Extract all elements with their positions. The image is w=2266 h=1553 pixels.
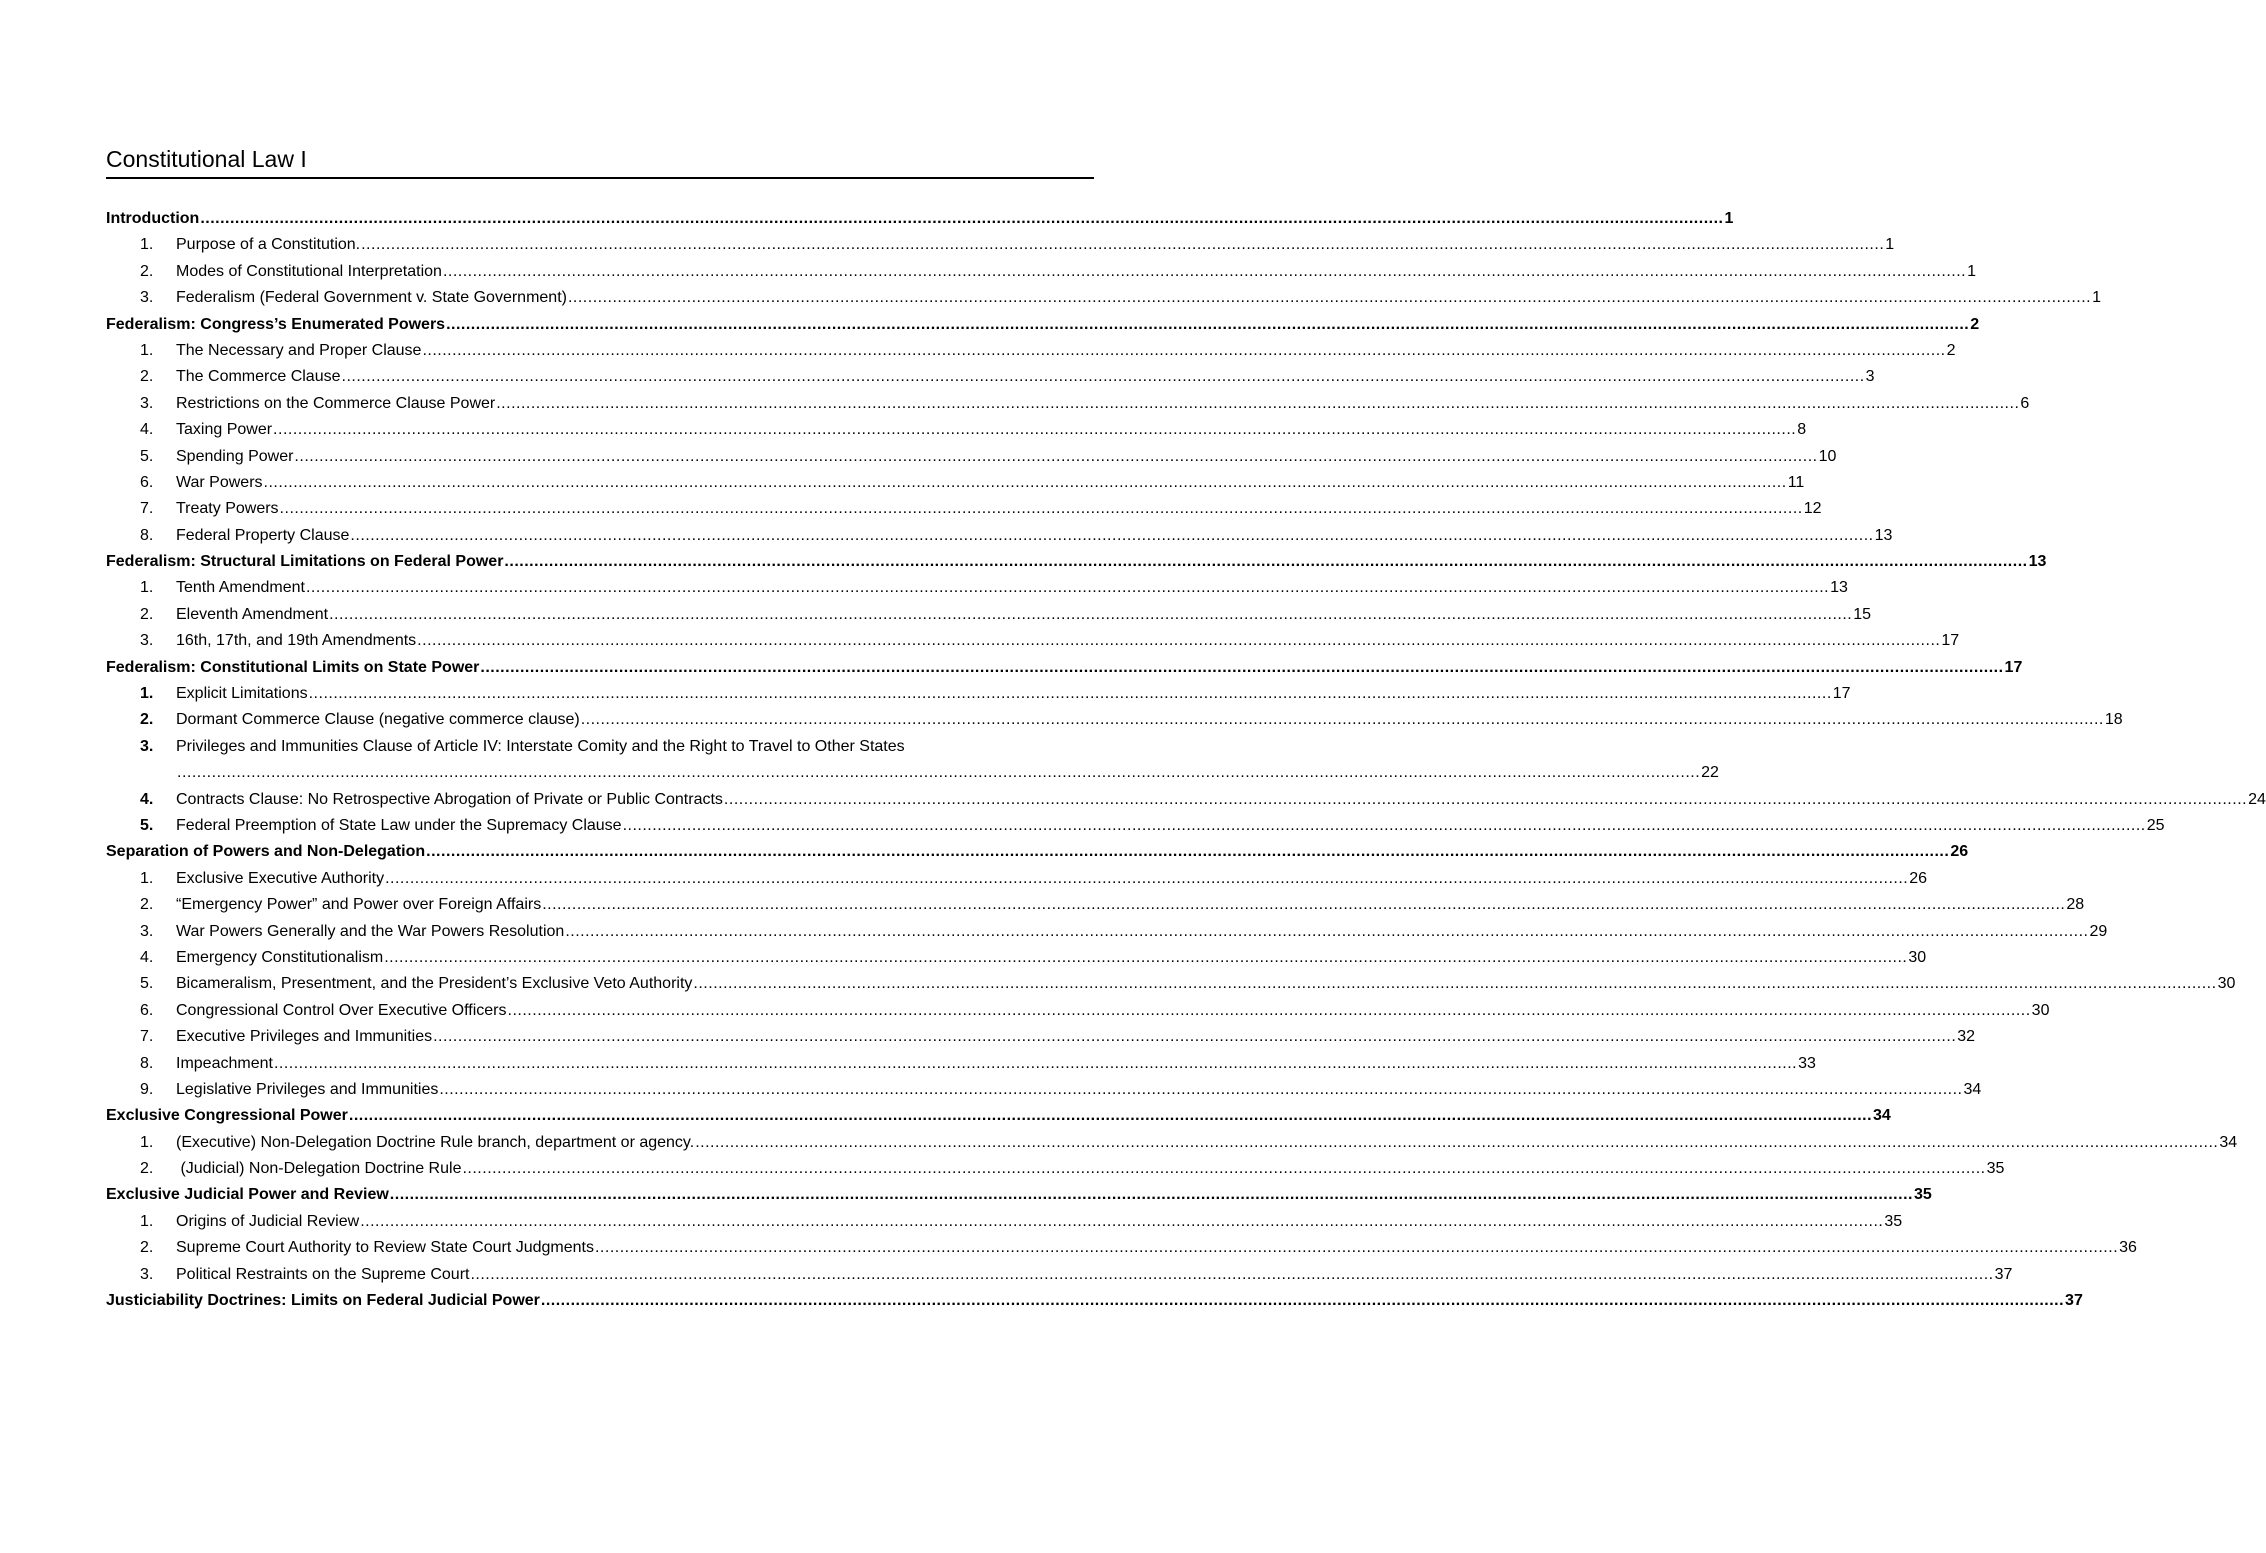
toc-section-page: 26 xyxy=(1950,843,1969,861)
toc-entry-label: (Executive) Non-Delegation Doctrine Rule branch, department or agency. xyxy=(176,1133,695,1151)
dot-leader xyxy=(360,1209,1883,1235)
dot-leader xyxy=(280,496,1803,522)
dot-leader xyxy=(361,232,1884,258)
dot-leader xyxy=(541,1288,2064,1314)
toc-section-page: 34 xyxy=(1873,1107,1891,1125)
toc-entry-number: 6. xyxy=(140,473,154,491)
toc-entry-number: 8. xyxy=(140,1054,154,1072)
dot-leader xyxy=(342,364,1865,390)
dot-leader xyxy=(417,628,1940,654)
toc-entry-label: Legislative Privileges and Immunities xyxy=(176,1080,439,1098)
toc-entry[interactable] xyxy=(106,813,2165,839)
toc-entry-number: 4. xyxy=(140,421,154,439)
dot-leader xyxy=(470,1262,1993,1288)
toc-entry-number: 7. xyxy=(140,1028,154,1046)
toc-section[interactable] xyxy=(106,206,1734,232)
toc-entry-number: 1. xyxy=(140,1133,154,1151)
toc-entry-page: 33 xyxy=(1798,1054,1816,1072)
toc-entry-number: 1. xyxy=(140,236,154,254)
toc-section-page: 1 xyxy=(1724,210,1734,227)
toc-entry-number: 3. xyxy=(140,1265,154,1283)
toc-entry[interactable] xyxy=(106,444,1837,470)
toc-section-page: 17 xyxy=(2004,658,2023,676)
toc-entry-page: 17 xyxy=(1832,685,1851,703)
toc-section-label: Justiciability Doctrines: Limits on Federal Judicial Power xyxy=(106,1292,540,1310)
toc-entry-label: Impeachment xyxy=(176,1054,273,1072)
toc-entry-label: Bicameralism, Presentment, and the President’s Exclusive Veto Authority xyxy=(176,975,693,993)
toc-entry-label: Tenth Amendment xyxy=(176,579,305,597)
toc-entry-page: 24 xyxy=(2248,790,2266,808)
toc-entry-page: 8 xyxy=(1797,421,1807,439)
table-of-contents xyxy=(106,206,2266,1314)
dot-leader xyxy=(542,892,2065,918)
toc-entry-label: Political Restraints on the Supreme Court xyxy=(176,1265,470,1283)
toc-section[interactable] xyxy=(106,312,1980,338)
toc-entry-page: 2 xyxy=(1946,341,1956,359)
toc-entry[interactable] xyxy=(106,1209,1903,1235)
toc-entry-page: 22 xyxy=(1701,764,1719,782)
toc-section-label: Federalism: Structural Limitations on Federal Power xyxy=(106,553,504,571)
toc-section-label: Federalism: Congress’s Enumerated Powers xyxy=(106,315,446,333)
toc-entry-label: 16th, 17th, and 19th Amendments xyxy=(176,632,417,650)
toc-section-label: Separation of Powers and Non-Delegation xyxy=(106,843,426,861)
toc-entry-number: 3. xyxy=(140,289,154,307)
toc-entry-label: Federalism (Federal Government v. State Government) xyxy=(176,289,567,307)
dot-leader xyxy=(439,1077,1962,1103)
toc-section[interactable] xyxy=(106,839,1969,865)
toc-section-page: 2 xyxy=(1970,315,1980,333)
toc-entry[interactable] xyxy=(106,971,2236,997)
toc-entry-number: 3. xyxy=(140,394,154,412)
toc-entry-continuation[interactable] xyxy=(106,760,1719,786)
toc-entry-label: Federal Property Clause xyxy=(176,526,350,544)
toc-entry-label: “Emergency Power” and Power over Foreign Affairs xyxy=(176,896,542,914)
toc-section-page: 35 xyxy=(1913,1186,1932,1204)
toc-entry-page: 1 xyxy=(1885,236,1895,254)
toc-entry[interactable] xyxy=(106,1051,1816,1077)
toc-entry[interactable] xyxy=(106,338,1956,364)
toc-entry-page: 3 xyxy=(1865,368,1875,386)
toc-entry-number: 2. xyxy=(140,896,154,914)
toc-entry[interactable] xyxy=(106,285,2102,311)
toc-entry[interactable] xyxy=(106,707,2123,733)
toc-section-page: 37 xyxy=(2065,1292,2083,1310)
toc-entry-page: 11 xyxy=(1787,473,1805,491)
toc-entry-page: 34 xyxy=(2219,1133,2238,1151)
toc-entry-number: 1. xyxy=(140,1212,154,1230)
toc-entry-page: 28 xyxy=(2066,896,2085,914)
toc-entry-page: 1 xyxy=(2092,289,2102,307)
dot-leader xyxy=(306,575,1829,601)
toc-entry[interactable] xyxy=(106,919,2108,945)
toc-entry[interactable] xyxy=(106,1024,1976,1050)
toc-entry-label: The Necessary and Proper Clause xyxy=(176,341,422,359)
dot-leader xyxy=(384,945,1907,971)
toc-section[interactable] xyxy=(106,1182,1932,1208)
toc-entry-number: 2. xyxy=(140,368,154,386)
toc-entry-number: 5. xyxy=(140,447,154,465)
toc-entry[interactable] xyxy=(106,892,2085,918)
toc-entry-label: (Judicial) Non-Delegation Doctrine Rule xyxy=(176,1160,462,1178)
dot-leader xyxy=(264,470,1787,496)
toc-entry-number: 9. xyxy=(140,1080,154,1098)
toc-entry-page: 6 xyxy=(2020,394,2030,412)
dot-leader xyxy=(565,919,2088,945)
dot-leader xyxy=(496,391,2019,417)
toc-entry-page: 30 xyxy=(2217,975,2236,993)
toc-entry-page: 13 xyxy=(1830,579,1848,597)
toc-entry-page: 36 xyxy=(2119,1239,2137,1257)
toc-entry-page: 32 xyxy=(1957,1028,1976,1046)
toc-entry-number: 6. xyxy=(140,1001,154,1019)
toc-entry-page: 35 xyxy=(1986,1160,2005,1178)
toc-entry-page: 30 xyxy=(1908,948,1927,966)
toc-entry-label: The Commerce Clause xyxy=(176,368,341,386)
toc-entry-page: 12 xyxy=(1803,500,1822,518)
toc-entry[interactable] xyxy=(106,998,2050,1024)
dot-leader xyxy=(177,760,1700,786)
dot-leader xyxy=(462,1156,1985,1182)
toc-entry-page: 37 xyxy=(1994,1265,2013,1283)
document-title: Constitutional Law I xyxy=(106,144,1094,179)
toc-entry-number: 5. xyxy=(140,816,154,834)
toc-entry[interactable] xyxy=(106,628,1960,654)
dot-leader xyxy=(294,444,1817,470)
dot-leader xyxy=(309,681,1832,707)
toc-entry-page: 25 xyxy=(2146,816,2165,834)
dot-leader xyxy=(274,1051,1797,1077)
toc-entry[interactable] xyxy=(106,1262,2013,1288)
toc-entry[interactable] xyxy=(106,417,1807,443)
toc-entry[interactable] xyxy=(106,232,1895,258)
dot-leader xyxy=(433,1024,1956,1050)
dot-leader xyxy=(693,971,2216,997)
toc-entry[interactable] xyxy=(106,1235,2137,1261)
dot-leader xyxy=(443,259,1966,285)
dot-leader xyxy=(568,285,2091,311)
toc-entry-number: 1. xyxy=(140,341,154,359)
toc-entry[interactable] xyxy=(106,391,2030,417)
toc-entry-page: 34 xyxy=(1963,1080,1982,1098)
toc-entry-number: 3. xyxy=(140,737,154,755)
dot-leader xyxy=(595,1235,2118,1261)
toc-section-page: 13 xyxy=(2028,553,2047,571)
toc-entry-label: Contracts Clause: No Retrospective Abrogation of Private or Public Contracts xyxy=(176,790,723,808)
dot-leader xyxy=(350,523,1873,549)
dot-leader xyxy=(329,602,1852,628)
toc-entry-number: 2. xyxy=(140,262,154,280)
toc-entry-label: War Powers xyxy=(176,473,263,491)
toc-section-label: Federalism: Constitutional Limits on State Power xyxy=(106,658,480,676)
toc-entry[interactable] xyxy=(106,945,1927,971)
toc-entry-page: 15 xyxy=(1853,605,1872,623)
toc-entry-page: 26 xyxy=(1909,869,1928,887)
toc-entry-label: Modes of Constitutional Interpretation xyxy=(176,262,442,280)
toc-section-label: Exclusive Judicial Power and Review xyxy=(106,1186,389,1204)
dot-leader xyxy=(446,312,1969,338)
dot-leader xyxy=(422,338,1945,364)
toc-entry-label: Treaty Powers xyxy=(176,500,279,518)
toc-entry[interactable] xyxy=(106,523,1893,549)
toc-entry-label: Supreme Court Authority to Review State Court Judgments xyxy=(176,1239,594,1257)
toc-entry-number: 8. xyxy=(140,526,154,544)
dot-leader xyxy=(581,707,2104,733)
toc-entry-page: 30 xyxy=(2031,1001,2050,1019)
toc-entry[interactable] xyxy=(106,734,1094,760)
dot-leader xyxy=(480,655,2003,681)
toc-entry[interactable] xyxy=(106,1130,2238,1156)
toc-entry[interactable] xyxy=(106,866,1928,892)
toc-entry-label: Executive Privileges and Immunities xyxy=(176,1028,433,1046)
toc-entry-page: 29 xyxy=(2089,922,2108,940)
toc-entry-number: 3. xyxy=(140,922,154,940)
toc-section-label: Exclusive Congressional Power xyxy=(106,1107,348,1125)
toc-entry-page: 1 xyxy=(1967,262,1976,280)
toc-entry[interactable] xyxy=(106,470,1805,496)
dot-leader xyxy=(273,417,1796,443)
toc-entry-number: 7. xyxy=(140,500,154,518)
toc-entry[interactable] xyxy=(106,1156,2005,1182)
toc-entry-page: 10 xyxy=(1818,447,1837,465)
toc-entry-page: 18 xyxy=(2104,711,2123,729)
toc-entry[interactable] xyxy=(106,787,2266,813)
toc-entry-number: 3. xyxy=(140,632,154,650)
toc-entry-number: 1. xyxy=(140,579,154,597)
toc-entry-number: 2. xyxy=(140,711,154,729)
dot-leader xyxy=(504,549,2027,575)
toc-entry-label: Emergency Constitutionalism xyxy=(176,948,384,966)
toc-section[interactable] xyxy=(106,549,2047,575)
toc-entry-label: War Powers Generally and the War Powers Resolution xyxy=(176,922,565,940)
toc-entry-label: Eleventh Amendment xyxy=(176,605,329,623)
dot-leader xyxy=(349,1103,1872,1129)
toc-entry[interactable] xyxy=(106,602,1872,628)
dot-leader xyxy=(623,813,2146,839)
toc-entry-page: 35 xyxy=(1884,1212,1903,1230)
toc-section[interactable] xyxy=(106,1288,2083,1314)
toc-entry-page: 13 xyxy=(1874,526,1893,544)
toc-entry-number: 5. xyxy=(140,975,154,993)
dot-leader xyxy=(508,998,2031,1024)
toc-entry[interactable] xyxy=(106,496,1822,522)
toc-entry-number: 1. xyxy=(140,869,154,887)
toc-entry-label: Privileges and Immunities Clause of Article IV: Interstate Comity and the Right to Travel to Other States xyxy=(176,737,905,755)
dot-leader xyxy=(724,787,2247,813)
dot-leader xyxy=(426,839,1949,865)
toc-entry-label: Explicit Limitations xyxy=(176,685,308,703)
toc-section-label: Introduction xyxy=(106,210,200,227)
toc-entry-number: 2. xyxy=(140,605,154,623)
toc-entry[interactable] xyxy=(106,575,1848,601)
toc-entry-page: 17 xyxy=(1941,632,1960,650)
toc-entry-number: 4. xyxy=(140,790,154,808)
toc-entry-number: 1. xyxy=(140,685,154,703)
toc-entry[interactable] xyxy=(106,1077,1982,1103)
dot-leader xyxy=(390,1182,1913,1208)
toc-entry-label: Exclusive Executive Authority xyxy=(176,869,385,887)
document-page xyxy=(106,144,2266,1314)
dot-leader xyxy=(695,1130,2218,1156)
toc-entry-label: Origins of Judicial Review xyxy=(176,1212,360,1230)
toc-entry-label: Purpose of a Constitution. xyxy=(176,236,361,254)
toc-section[interactable] xyxy=(106,655,2023,681)
toc-entry-label: Congressional Control Over Executive Officers xyxy=(176,1001,507,1019)
dot-leader xyxy=(385,866,1908,892)
toc-entry-number: 2. xyxy=(140,1160,154,1178)
toc-entry-label: Federal Preemption of State Law under the Supremacy Clause xyxy=(176,816,622,834)
dot-leader xyxy=(200,206,1723,232)
toc-entry[interactable] xyxy=(106,681,1851,707)
toc-entry[interactable] xyxy=(106,259,1976,285)
toc-entry-number: 4. xyxy=(140,948,154,966)
toc-entry[interactable] xyxy=(106,364,1875,390)
toc-entry-number: 2. xyxy=(140,1239,154,1257)
toc-section[interactable] xyxy=(106,1103,1891,1129)
toc-entry-label: Taxing Power xyxy=(176,421,273,439)
toc-entry-label: Dormant Commerce Clause (negative commerce clause) xyxy=(176,711,580,729)
toc-entry-label: Spending Power xyxy=(176,447,294,465)
toc-entry-label: Restrictions on the Commerce Clause Power xyxy=(176,394,496,412)
